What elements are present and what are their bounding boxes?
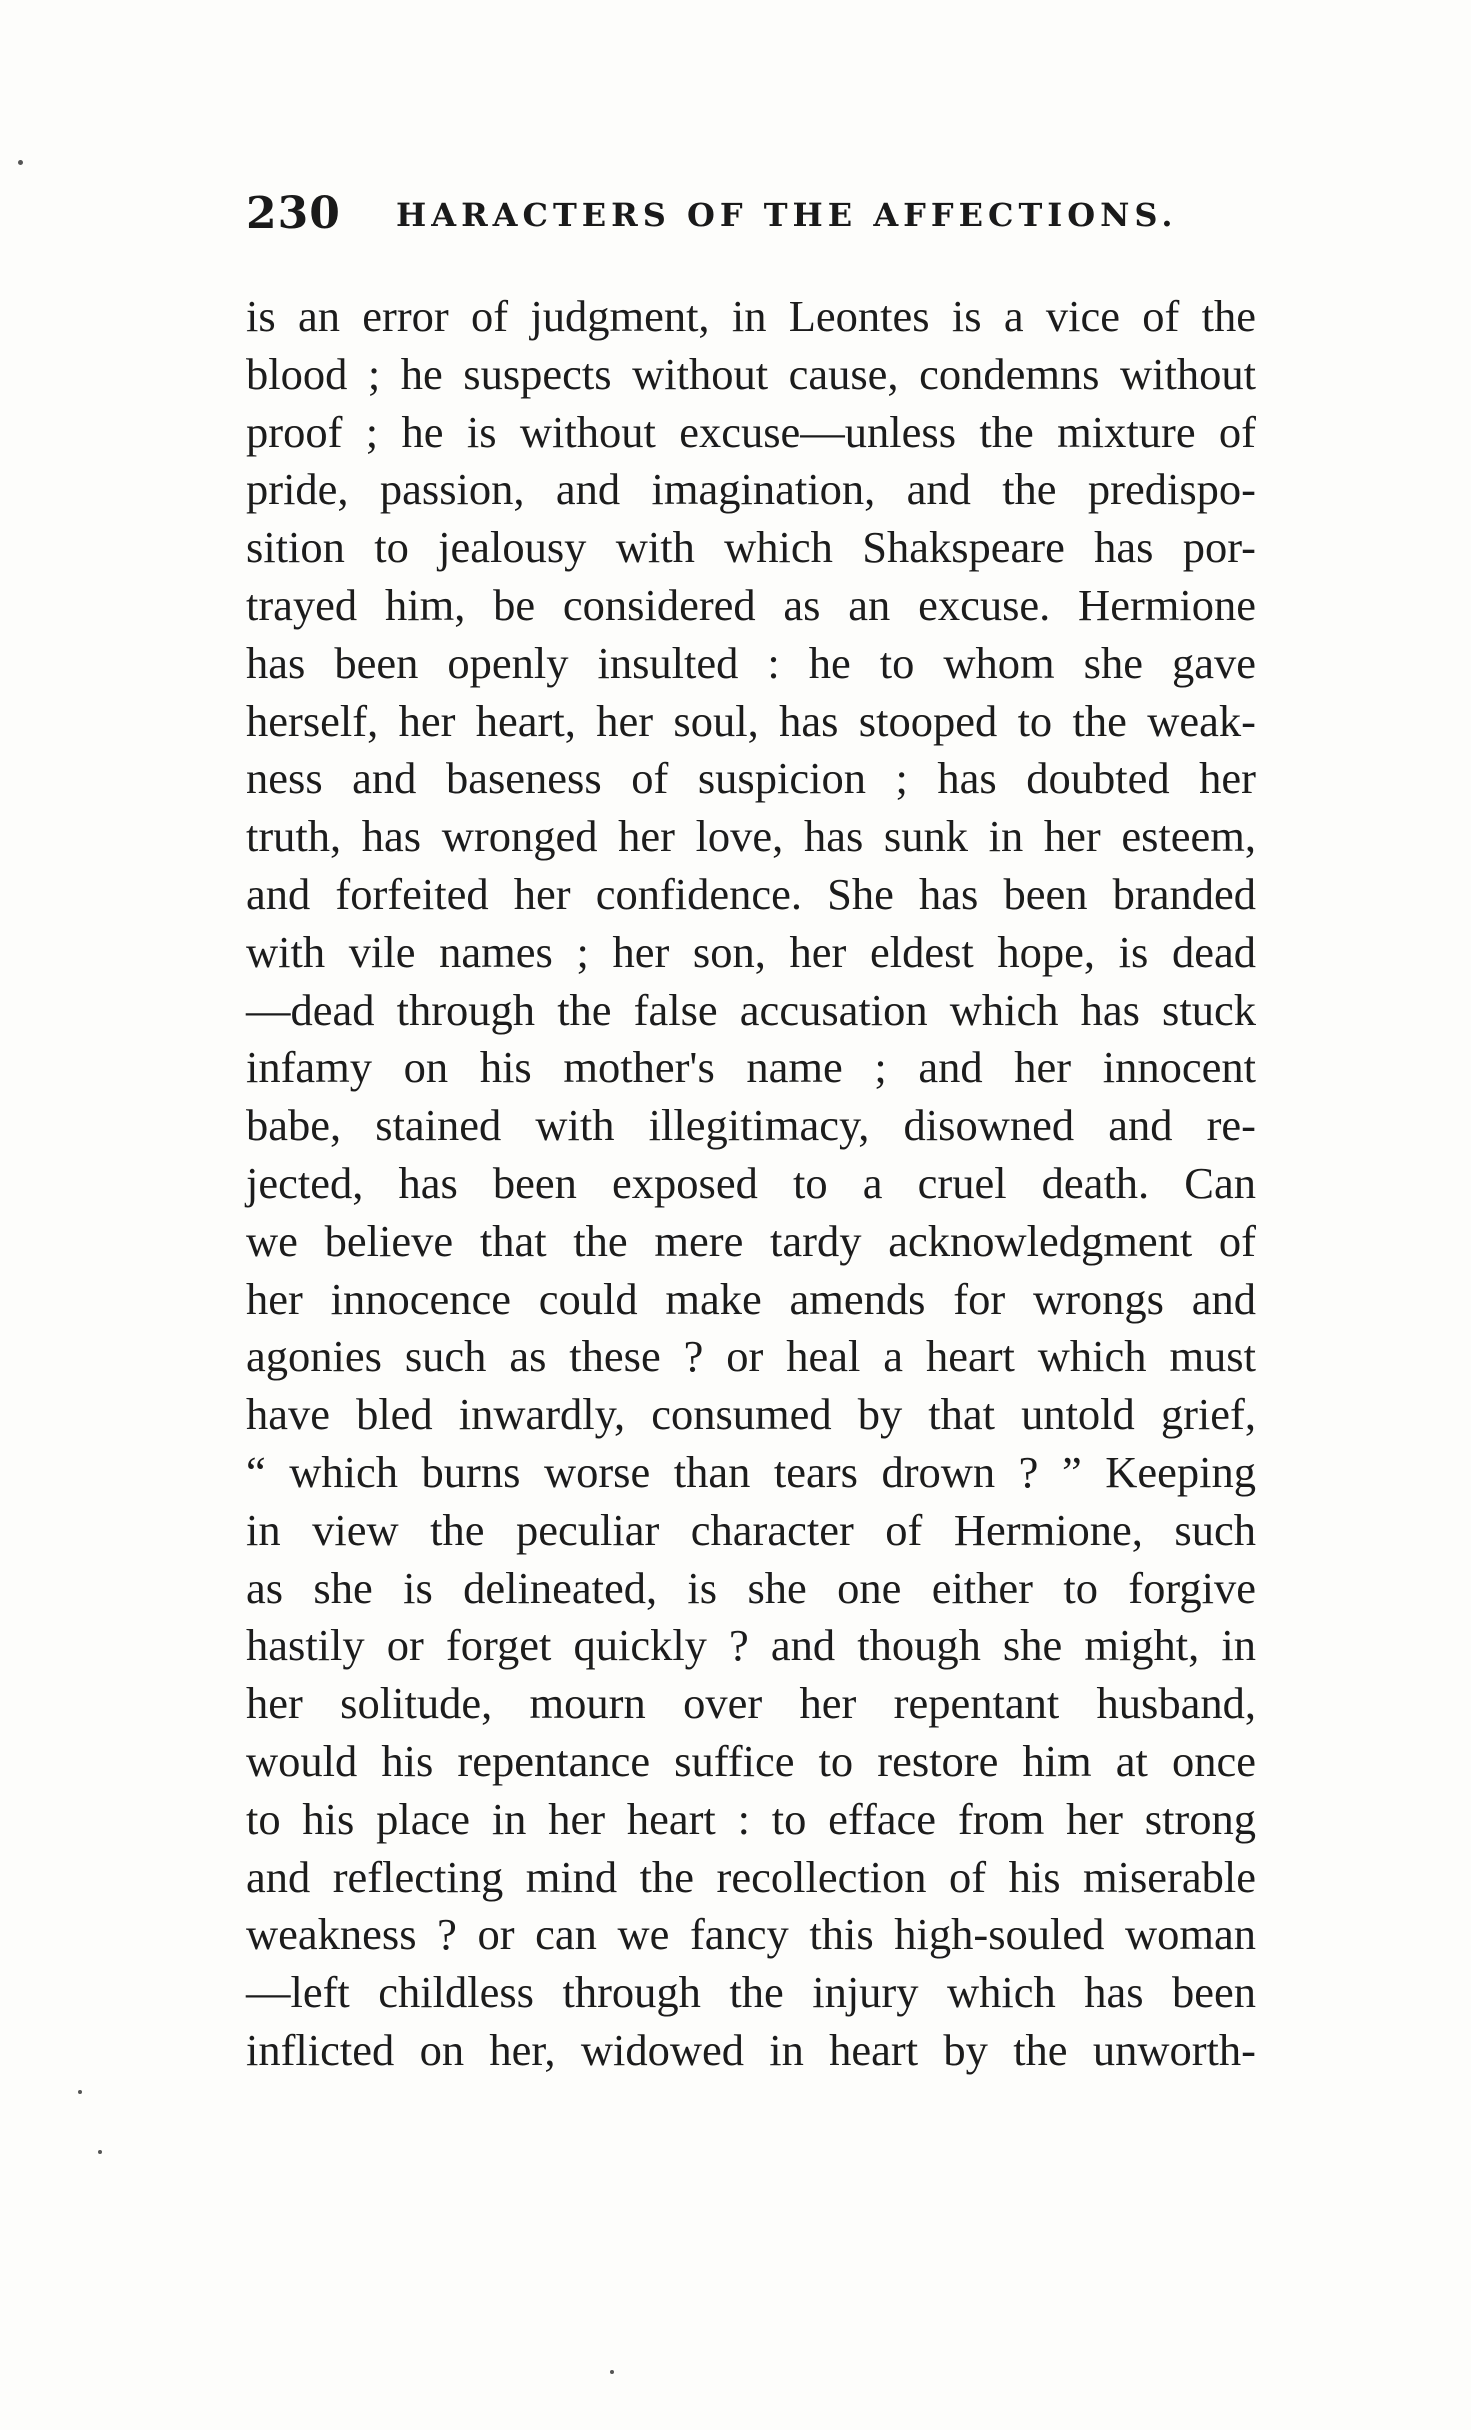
text-line: babe, stained with illegitimacy, disowned and re- bbox=[246, 1100, 1256, 1151]
text-line: hastily or forget quickly ? and though she might, in bbox=[246, 1620, 1256, 1671]
body-text bbox=[246, 288, 1256, 2080]
text-line: —left childless through the injury which has been bbox=[246, 1967, 1256, 2018]
margin-speck bbox=[78, 2090, 82, 2094]
text-line: and reflecting mind the recollection of his miserable bbox=[246, 1851, 1256, 1902]
text-line: has been openly insulted : he to whom she gave bbox=[246, 637, 1256, 688]
text-line: in view the peculiar character of Hermione, such bbox=[246, 1504, 1256, 1555]
text-line: trayed him, be considered as an excuse. Hermione bbox=[246, 579, 1256, 630]
text-line: weakness ? or can we fancy this high-souled woman bbox=[246, 1909, 1256, 1960]
text-line: we believe that the mere tardy acknowledgment of bbox=[246, 1215, 1256, 1266]
margin-speck bbox=[18, 160, 23, 165]
text-line: her solitude, mourn over her repentant husband, bbox=[246, 1678, 1256, 1729]
text-line: have bled inwardly, consumed by that untold grief, bbox=[246, 1389, 1256, 1440]
text-line: jected, has been exposed to a cruel death. Can bbox=[246, 1157, 1256, 1208]
text-line: with vile names ; her son, her eldest hope, is dead bbox=[246, 926, 1256, 977]
text-line: “ which burns worse than tears drown ? ” Keeping bbox=[246, 1446, 1256, 1497]
text-line: is an error of judgment, in Leontes is a vice of the bbox=[246, 291, 1256, 341]
text-line: sition to jealousy with which Shakspeare has por- bbox=[246, 522, 1256, 573]
text-line: her innocence could make amends for wrongs and bbox=[246, 1273, 1256, 1324]
text-line: and forfeited her confidence. She has been branded bbox=[246, 868, 1256, 919]
text-line: blood ; he suspects without cause, condemns without bbox=[246, 348, 1256, 399]
margin-speck bbox=[610, 2370, 614, 2374]
text-line: as she is delineated, is she one either to forgive bbox=[246, 1562, 1256, 1613]
page-number: 230 bbox=[246, 188, 341, 239]
page-header bbox=[246, 188, 1256, 248]
text-line: infamy on his mother's name ; and her innocent bbox=[246, 1042, 1256, 1093]
text-line: truth, has wronged her love, has sunk in her esteem, bbox=[246, 811, 1256, 862]
text-line: proof ; he is without excuse—unless the mixture of bbox=[246, 406, 1256, 457]
running-title: HARACTERS OF THE AFFECTIONS. bbox=[396, 196, 1178, 234]
text-line: inflicted on her, widowed in heart by the unworth- bbox=[246, 2024, 1256, 2075]
text-line: ness and baseness of suspicion ; has doubted her bbox=[246, 753, 1256, 804]
text-line: herself, her heart, her soul, has stooped to the weak- bbox=[246, 695, 1256, 746]
margin-speck bbox=[98, 2150, 102, 2154]
text-line: to his place in her heart : to efface from her strong bbox=[246, 1793, 1256, 1844]
text-line: —dead through the false accusation which has stuck bbox=[246, 984, 1256, 1035]
text-line: pride, passion, and imagination, and the predispo- bbox=[246, 464, 1256, 515]
text-line: agonies such as these ? or heal a heart which must bbox=[246, 1331, 1256, 1382]
text-line: would his repentance suffice to restore him at once bbox=[246, 1735, 1256, 1786]
